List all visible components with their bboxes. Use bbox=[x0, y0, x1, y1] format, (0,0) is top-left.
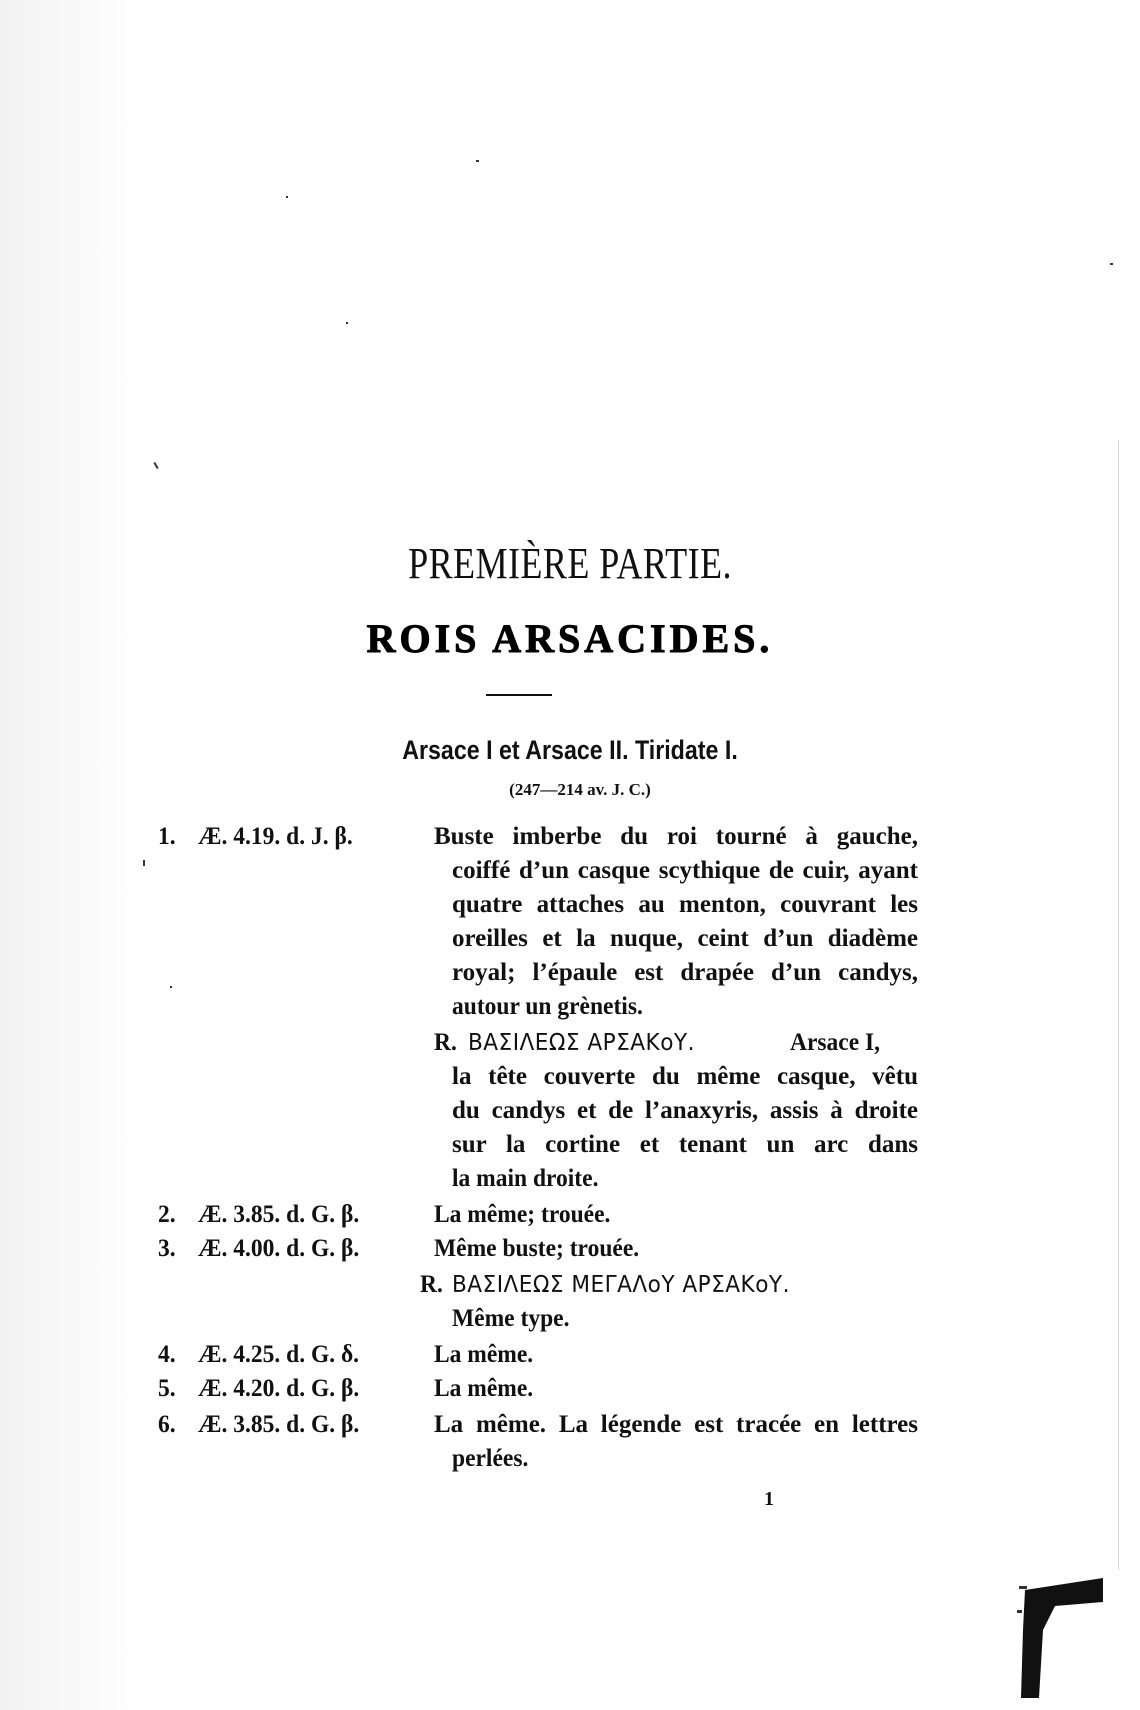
reverse-legend: ΒΑΣΙΛΕΩΣ ΜΕΓΑΛоΥ ΑΡΣΑΚоΥ. bbox=[452, 1272, 790, 1298]
entry-number: 5. bbox=[158, 1375, 176, 1402]
reverse-text: Même type. bbox=[452, 1305, 570, 1332]
divider-rule bbox=[486, 694, 552, 696]
reverse-legend: ΒΑΣΙΛΕΩΣ ΑΡΣΑΚоΥ. bbox=[468, 1030, 695, 1056]
page-number: 1 bbox=[764, 1488, 774, 1510]
reverse-line: la tête couverte du même casque, vêtu bbox=[452, 1063, 918, 1090]
scan-speck bbox=[153, 462, 158, 469]
entry-catalog: Æ. 4.19. d. J. β. bbox=[198, 823, 353, 850]
entry-number: 1. bbox=[158, 823, 176, 850]
scan-speck bbox=[143, 860, 145, 866]
obverse-line: coiffé d’un casque scythique de cuir, ayant bbox=[452, 857, 918, 884]
entry-catalog: Æ. 3.85. d. G. β. bbox=[198, 1411, 360, 1438]
binding-mark bbox=[1015, 1570, 1105, 1700]
entry-number: 4. bbox=[158, 1341, 176, 1368]
entry-text: La même. bbox=[434, 1341, 534, 1368]
entry-number: 2. bbox=[158, 1201, 176, 1228]
entry-catalog: Æ. 3.85. d. G. β. bbox=[198, 1201, 360, 1228]
scan-speck bbox=[170, 986, 172, 988]
reverse-line: du candys et de l’anaxyris, assis à droite bbox=[452, 1097, 918, 1124]
entry-number: 6. bbox=[158, 1411, 176, 1438]
scan-speck bbox=[476, 160, 479, 162]
page-edge-line bbox=[1118, 440, 1119, 1570]
reverse-line: la main droite. bbox=[452, 1165, 599, 1192]
scan-speck bbox=[1110, 263, 1113, 265]
section-title: ROIS ARSACIDES. bbox=[366, 616, 774, 661]
king-title: Arsace I et Arsace II. Tiridate I. bbox=[402, 735, 738, 765]
obverse-line: oreilles et la nuque, ceint d’un diadème bbox=[452, 925, 918, 952]
reverse-line: Arsace I, bbox=[790, 1029, 881, 1056]
reign-dates: (247—214 av. J. C.) bbox=[509, 780, 651, 799]
obverse-line: royal; l’épaule est drapée d’un candys, bbox=[452, 959, 918, 986]
reverse-prefix: R. bbox=[420, 1271, 443, 1298]
obverse-line: quatre attaches au menton, couvrant les bbox=[452, 891, 918, 918]
entry-text: Même buste; trouée. bbox=[434, 1235, 640, 1262]
scan-speck bbox=[286, 196, 288, 198]
entry-text: La même. bbox=[434, 1375, 534, 1402]
entry-number: 3. bbox=[158, 1235, 176, 1262]
reverse-line: sur la cortine et tenant un arc dans bbox=[452, 1131, 918, 1158]
part-title: PREMIÈRE PARTIE. bbox=[408, 539, 732, 588]
entry-catalog: Æ. 4.20. d. G. β. bbox=[198, 1375, 360, 1402]
page-shadow bbox=[0, 0, 140, 1710]
entry-text-cont: perlées. bbox=[452, 1445, 529, 1472]
scan-speck bbox=[346, 322, 348, 324]
entry-catalog: Æ. 4.00. d. G. β. bbox=[198, 1235, 360, 1262]
reverse-prefix: R. bbox=[434, 1029, 457, 1056]
obverse-line: autour un grènetis. bbox=[452, 993, 643, 1020]
entry-catalog: Æ. 4.25. d. G. δ. bbox=[198, 1341, 360, 1368]
obverse-line: Buste imberbe du roi tourné à gauche, bbox=[434, 823, 918, 850]
entry-text: La même; trouée. bbox=[434, 1201, 611, 1228]
entry-text: La même. La légende est tracée en lettres bbox=[434, 1411, 918, 1438]
